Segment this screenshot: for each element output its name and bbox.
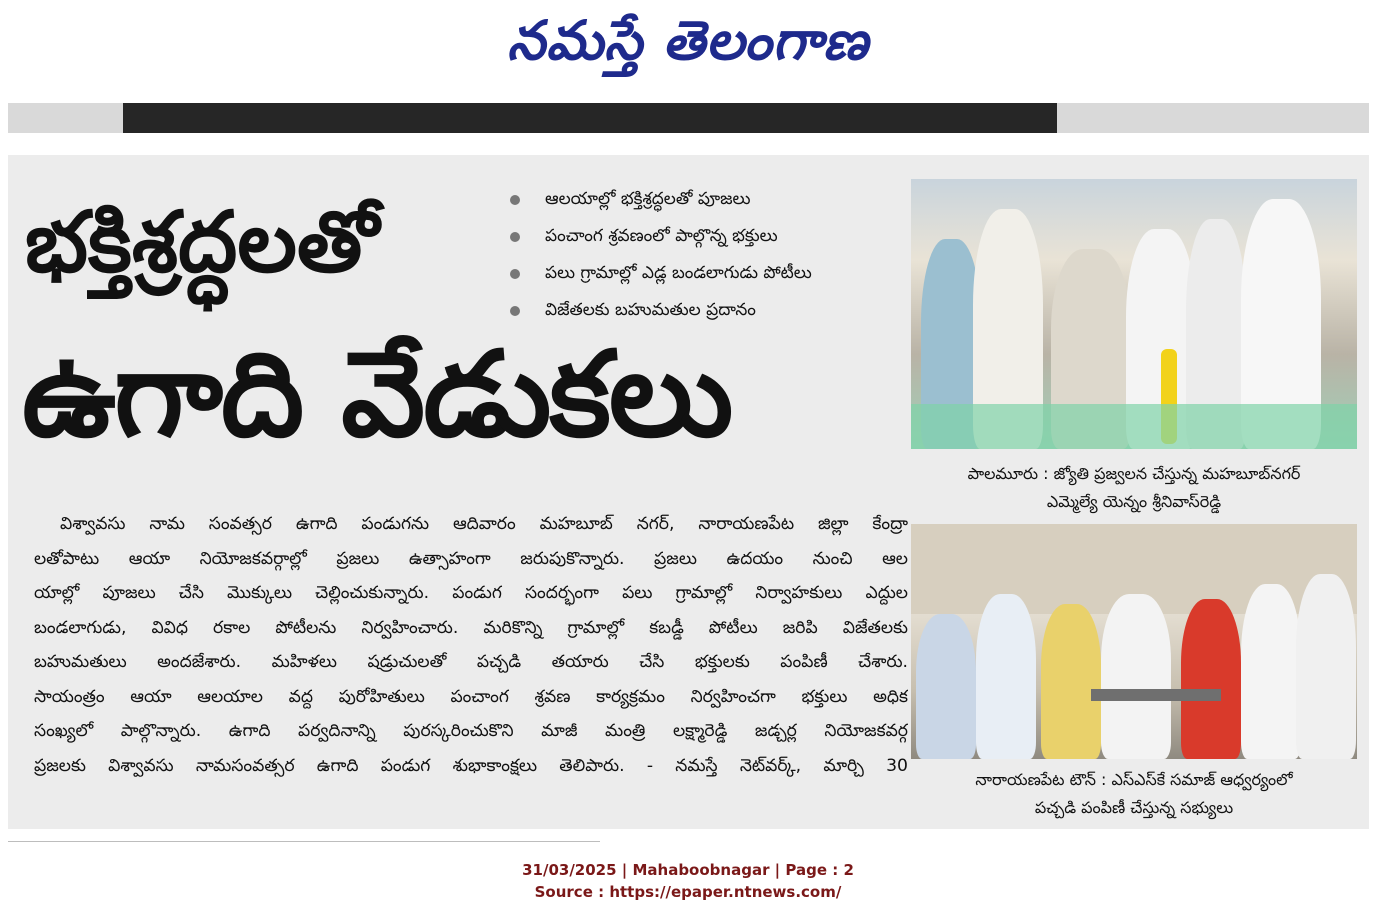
masthead-band-dark bbox=[123, 103, 1057, 133]
photo-figure bbox=[1101, 594, 1171, 759]
body-line: సంఖ్యలో పాల్గొన్నారు. ఉగాది పర్వదినాన్ని పురస్కరించుకొని మాజీ మంత్రి లక్ష్మారెడ్డి జడ్చర్ల నియోజకవర్గ bbox=[34, 721, 908, 741]
masthead-title: నమస్తే తెలంగాణ bbox=[507, 8, 869, 72]
body-line: యాల్లో పూజలు చేసి మొక్కులు చెల్లించుకున్నారు. పండుగ సందర్భంగా పలు గ్రామాల్లో నిర్వాహకులు ఎద్దుల bbox=[34, 583, 908, 603]
caption-line: పాలమూరు : జ్యోతి ప్రజ్వలన చేస్తున్న మహబూబ్‌నగర్ bbox=[967, 464, 1301, 483]
highlight-item bbox=[510, 223, 812, 260]
photo-figure bbox=[916, 614, 976, 759]
serving-table bbox=[1091, 689, 1221, 701]
footer-divider bbox=[8, 841, 600, 842]
headline-line-1: భక్తిశ్రద్ధలతో bbox=[25, 193, 379, 291]
footer-date-edition: 31/03/2025 | Mahaboobnagar | Page : 2 bbox=[522, 861, 854, 879]
body-line: బండలాగుడు, వివిధ రకాల పోటీలను నిర్వహించారు. మరికొన్ని గ్రామాల్లో కబడ్డీ పోటీలు జరిపి విజేతలకు bbox=[34, 617, 908, 638]
newspaper-masthead bbox=[0, 0, 1376, 100]
caption-line: ఎమ్మెల్యే యెన్నం శ్రీనివాస్‌రెడ్డి bbox=[1046, 492, 1222, 511]
footer-source-link[interactable]: Source : https://epaper.ntnews.com/ bbox=[534, 883, 842, 901]
photo-figure bbox=[1241, 584, 1301, 759]
photo-figure bbox=[1181, 599, 1241, 759]
headline-line-2: ఉగాది వేడుకలు bbox=[22, 325, 732, 463]
photo-caption bbox=[911, 460, 1357, 516]
bullet-icon bbox=[510, 232, 520, 242]
highlight-text: పలు గ్రామాల్లో ఎడ్ల బండలాగుడు పోటీలు bbox=[545, 263, 812, 283]
highlight-text: విజేతలకు బహుమతుల ప్రదానం bbox=[545, 300, 756, 320]
body-line: ప్రజలకు విశ్వావసు నామసంవత్సర ఉగాది పండుగ శుభాకాంక్షలు తెలిపారు. - నమస్తే నెట్‌వర్క్, మార్చి 30 bbox=[34, 755, 908, 776]
photo-figure bbox=[1041, 604, 1101, 759]
bullet-icon bbox=[510, 306, 520, 316]
photo-caption bbox=[911, 766, 1357, 822]
highlight-text: పంచాంగ శ్రవణంలో పాల్గొన్న భక్తులు bbox=[545, 226, 778, 246]
highlight-text: ఆలయాల్లో భక్తిశ్రద్ధలతో పూజలు bbox=[545, 189, 751, 209]
highlight-item bbox=[510, 260, 812, 297]
floor-carpet bbox=[911, 404, 1357, 449]
photo-pachadi-distribution bbox=[911, 524, 1357, 759]
photo-figure bbox=[1296, 574, 1356, 759]
caption-line: పచ్చడి పంపిణీ చేస్తున్న సభ్యులు bbox=[1034, 798, 1234, 817]
highlights-list bbox=[510, 186, 812, 334]
article-body bbox=[34, 507, 908, 783]
body-line: బహుమతులు అందజేశారు. మహిళలు షడ్రుచులతో పచ్చడి తయారు చేసి భక్తులకు పంపిణీ చేశారు. bbox=[34, 652, 908, 672]
bullet-icon bbox=[510, 269, 520, 279]
photo-figure bbox=[976, 594, 1036, 759]
body-line: సాయంత్రం ఆయా ఆలయాల వద్ద పురోహితులు పంచాంగ శ్రవణ కార్యక్రమం నిర్వహించగా భక్తులు అధిక bbox=[34, 686, 908, 707]
body-line: లతోపాటు ఆయా నియోజకవర్గాల్లో ప్రజలు ఉత్సాహంగా జరుపుకొన్నారు. ప్రజలు ఉదయం నుంచి ఆల bbox=[34, 548, 908, 569]
bullet-icon bbox=[510, 195, 520, 205]
photo-lamp-lighting bbox=[911, 179, 1357, 449]
highlight-item bbox=[510, 297, 812, 334]
body-line: విశ్వావసు నామ సంవత్సర ఉగాది పండుగను ఆదివారం మహబూబ్ నగర్, నారాయణపేట జిల్లా కేంద్రా bbox=[60, 514, 908, 534]
caption-line: నారాయణపేట టౌన్ : ఎస్ఎస్‌కే సమాజ్ ఆధ్వర్యంలో bbox=[975, 770, 1293, 789]
highlight-item bbox=[510, 186, 812, 223]
